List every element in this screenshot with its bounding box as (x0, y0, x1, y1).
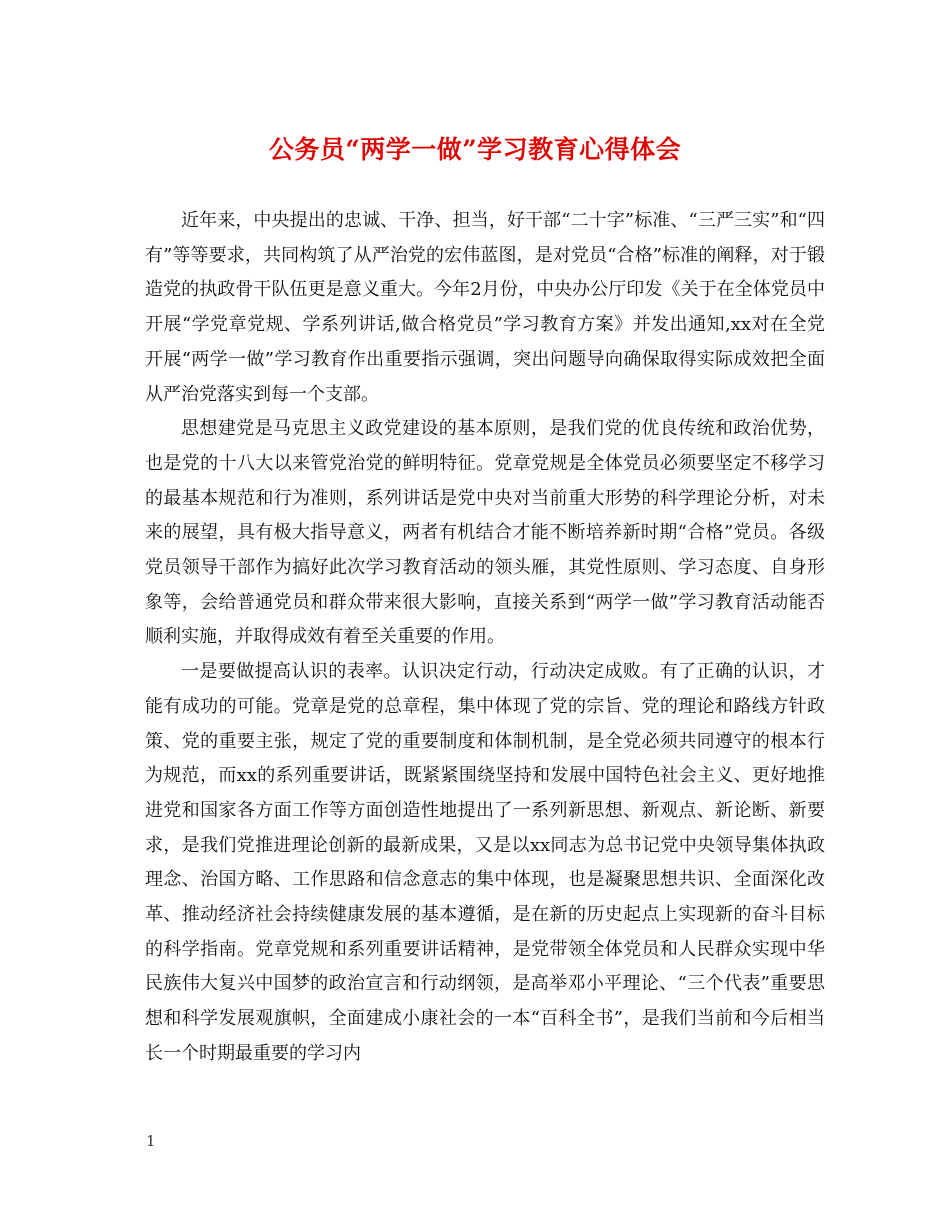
paragraph-2: 思想建党是马克思主义政党建设的基本原则，是我们党的优良传统和政治优势，也是党的十八大以来管党治党的鲜明特征。党章党规是全体党员必须要坚定不移学习的最基本规范和行为准则，系列讲话是党中央对当前重大形势的科学理论分析，对未来的展望，具有极大指导意义，两者有机结合才能不断培养新时期“合格”党员。各级党员领导干部作为搞好此次学习教育活动的领头雁，其党性原则、学习态度、自身形象等，会给普通党员和群众带来很大影响，直接关系到“两学一做”学习教育活动能否顺利实施，并取得成效有着至关重要的作用。 (145, 418, 825, 648)
paragraph-1: 近年来，中央提出的忠诚、干净、担当，好干部“二十字”标准、“三严三实”和“四有”等等要求，共同构筑了从严治党的宏伟蓝图，是对党员“合格”标准的阐释，对于锻造党的执政骨干队伍更是意义重大。今年2月份，中央办公厅印发《关于在全体党员中开展“学党章党规、学系列讲话,做合格党员”学习教育方案》并发出通知,xx对在全党开展“两学一做”学习教育作出重要指示强调，突出问题导向确保取得实际成效把全面从严治党落实到每一个支部。 (145, 210, 825, 405)
document-title: 公务员“两学一做”学习教育心得体会 (268, 135, 682, 164)
document-body (145, 204, 825, 1072)
page-number: 1 (146, 1132, 156, 1150)
paragraph-3: 一是要做提高认识的表率。认识决定行动，行动决定成败。有了正确的认识，才能有成功的可能。党章是党的总章程，集中体现了党的宗旨、党的理论和路线方针政策、党的重要主张，规定了党的重要制度和体制机制，是全党必须共同遵守的根本行为规范，而xx的系列重要讲话，既紧紧围绕坚持和发展中国特色社会主义、更好地推进党和国家各方面工作等方面创造性地提出了一系列新思想、新观点、新论断、新要求，是我们党推进理论创新的最新成果，又是以xx同志为总书记党中央领导集体执政理念、治国方略、工作思路和信念意志的集中体现，也是凝聚思想共识、全面深化改革、推动经济社会持续健康发展的基本遵循，是在新的历史起点上实现新的奋斗目标的科学指南。党章党规和系列重要讲话精神，是党带领全体党员和人民群众实现中华民族伟大复兴中国梦的政治宣言和行动纲领，是高举邓小平理论、“三个代表”重要思想和科学发展观旗帜，全面建成小康社会的一本“百科全书”，是我们当前和今后相当长一个时期最重要的学习内 (145, 661, 825, 1064)
